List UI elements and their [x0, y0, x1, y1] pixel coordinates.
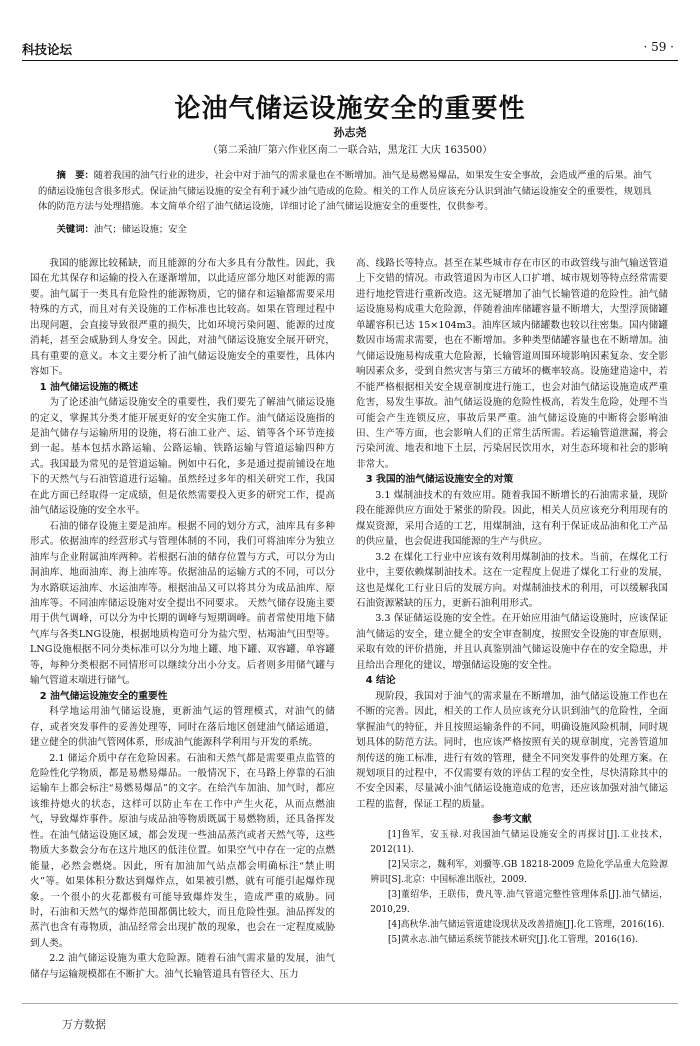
header-rule	[22, 60, 678, 61]
author-affiliation: （第二采油厂第六作业区南二一联合站，黑龙江 大庆 163500）	[207, 145, 493, 156]
article-title: 论油气储运设施安全的重要性	[174, 94, 526, 124]
source-watermark: 万方数据	[62, 1018, 106, 1031]
right-column	[356, 256, 668, 948]
section-heading: 3 我国的油气储运设施安全的对策	[365, 474, 514, 486]
body-paragraph: 高、线路长等特点。甚至在某些城市存在市区的市政管线与油气输送管道上下交错的情况。市政管道因为市区人口扩增、城市规划等特点经常需要进行地挖管进行重新改造。这无疑增加了油气长输管道的危险性。油气储运设施易构成重大危险源，伴随着油库储罐容量不断增大，大型浮顶储罐单罐容积已达 15×104m3。油库区域内储罐数也较以往密集。国内储罐数因市场需求需要，也在不断增加。多种类型储罐容量也在不断增加。油气储运设施易构成重大危险源，长输管道周围环境影响因素复杂、安全影响因素众多，受到自然灾害与第三方破坏的概率较高。设施建造途中，若不能严格根据相关安全规章制度进行施工，也会对油气储运设施造成严重危害，易发生事故。油气储运设施的危险性极高，若发生危险，处理不当可能会产生连锁反应，事故后果严重。油气储运设施的中断将会影响油田、生产等方面，也会影响人们的正常生活所需。若运输管道泄漏，将会污染河流、地表和地下土层，污染居民饮用水，对生态环境和社会的影响非常大。	[356, 258, 668, 470]
body-paragraph: 我国的能源比较稀缺，而且能源的分布大多具有分散性。因此，我国在尤其保存和运输的投入在逐渐增加，以此适应部分地区对能源的需要。油气属于一类具有危险性的能源物质，它的储存和运输都需要采用特殊的方式，而且对有关设施的工作标准也比较高。如果在管理过程中出现问题，会直接导致很严重的损失，比如环境污染问题、能源的过度消耗，甚至会威胁到人身安全。因此，对油气储运设施安全展开研究，具有重要的意义。本文主要分析了油气储运设施安全的重要性，具体内容如下。	[30, 258, 335, 378]
author-name: 孙志尧	[333, 126, 367, 139]
keywords-text: 油气；储运设施；安全	[93, 224, 187, 235]
body-paragraph: 3.1 煤制油技术的有效应用。随着我国不断增长的石油需求量，现阶段在能源供应方面处于紧张的阶段。因此，相关人员应该充分利用现有的煤炭资源，采用合适的工艺，用煤制油，这有利于保证成品油和化工产品的供应量，也会促进我国能源的生产与供应。	[356, 489, 668, 548]
body-paragraph: 为了论述油气储运设施安全的重要性，我们要先了解油气储运设施的定义，掌握其分类才能开展更好的安全实施工作。油气储运设施指的是油气储存与运输所用的设施，将石油工业产、运、销等各个环节连接到一起。基本包括水路运输、公路运输、铁路运输与管道运输四种方式。我国最为常见的是管道运输。例如中石化，多是通过提前铺设在地下的天然气与石油管道进行运输。虽然经过多年的相关研究工作，我国在此方面已经取得一定成绩，但是依然需要投入更多的研究工作，提高油气储运设施的安全水平。	[30, 397, 335, 517]
reference-item: [4]高秋华.油气储运管道建设现状及改善措施[J].化工管理，2016(16).	[388, 920, 665, 931]
body-paragraph: 2.1 储运介质中存在危险因素。石油和天然气都是需要重点监管的危险性化学物质，都是易燃易爆品。一般情况下，在马路上停靠的石油运输车上都会标注“易燃易爆品”的文字。在给汽车加油、加气时，都应该维持熄火的状态，这样可以防止车在工作中产生火花，从而点燃油气，导致爆炸事件。原油与成品油等物质既属于易燃物质，还具备挥发性。在油气储运设施区域，都会发现一些油品蒸汽或者天然气等，这些物质大多数会分布在这片地区的低洼位置。如果空气中存在一定的点燃能量，必然会燃烧。因此，所有加油加气站点都会明确标注“禁止明火”等。如果体积分数达到爆炸点，如果被引燃，就有可能引起爆炸现象。一个很小的火花都极有可能导致爆炸发生，造成严重的威胁。同时，石油和天然气的爆炸范围都偶比较大，而且危险性强。油品挥发的蒸汽也含有毒物质，油品经常会出现扩散的现象，也会在一定程度威胁到人类。	[30, 752, 335, 949]
running-header	[22, 40, 678, 58]
left-column	[30, 256, 335, 982]
reference-item: [2]吴宗之，魏利军，刘骥等.GB 18218-2009 危险化学品重大危险源辨识[S].北京：中国标准出版社，2009.	[370, 860, 668, 886]
reference-item: [5]黄永志.油气储运系统节能技术研究[J].化工管理，2016(16).	[388, 935, 638, 946]
section-heading: 2 油气储运设施安全的重要性	[39, 690, 168, 702]
section-heading: 4 结论	[365, 675, 396, 687]
footer-rule	[22, 1003, 678, 1004]
reference-item: [1]鲁军，安玉禄.对我国油气储运设施安全的再探讨[J].工业技术，2012(11).	[370, 830, 668, 856]
references-heading: 参考文献	[492, 814, 532, 826]
keywords	[38, 222, 658, 237]
body-paragraph: 石油的储存设施主要是油库。根据不同的划分方式，油库具有多种形式。依据油库的经营形式与管理体制的不同，我们可将油库分为独立油库与企业附属油库两种。若根据石油的储存位置与方式，可以分为山洞油库、地面油库、海上油库等。依据油品的运输方式的不同，可以分为水路联运油库、水运油库等。根据油品又可以将其分为成品油库、原油库等。不同油库储运设施对安全提出不同要求。 天然气储存设施主要用于供气调峰，可以分为中长期的调峰与短期调峰。前者常使用地下储气库与各类LNG设施，根据地质构造可分为盐穴型、枯竭油气田型等。LNG设施根据不同分类标准可以分为地上罐、地下罐、双容罐、单容罐等，每种分类根据不同情形可以继续分出小分支。后者则多用储气罐与输气管道末端进行储气。	[30, 520, 335, 687]
body-paragraph: 现阶段，我国对于油气的需求量在不断增加，油气储运设施工作也在不断的完善。因此，相关的工作人员应该充分认识到油气的危险性，全面掌握油气的特征，并且按照运输条件的不同，明确设施风险机制，同时规划具体的防范方法。同时，也应该严格按照有关的规章制度，完善管道加剂传送的施工标准，进行有效的管理，健全不同突发事件的处理方案。在规划项目的过程中，不仅需要有效的评估工程的安全性，尽快清除其中的不安全因素，尽量减小油气储运设施造成的危害，还应该加强对油气储运工程的监督，保证工程的质量。	[356, 690, 668, 810]
body-paragraph: 3.3 保证储运设施的安全性。在开始应用油气储运设施时，应该保证油气储运的安全，建立健全的安全审查制度，按照安全设施的审查原则，采取有效的评价措施，并且认真鉴别油气储运设施中存在的安全隐患，并且给出合理化的建议，增强储运设施的安全性。	[356, 613, 668, 671]
section-heading: 1 油气储运设施的概述	[39, 381, 139, 393]
abstract-label: 摘 要：	[56, 170, 94, 181]
keywords-label: 关键词：	[56, 224, 94, 235]
abstract-text: 随着我国的油气行业的进步，社会中对于油气的需求量也在不断增加。油气是易燃易爆品，如果发生安全事故，会造成严重的后果。油气的储运设施包含很多形式。保证油气储运设施的安全有利于减少油气造成的危险。相关的工作人员应该充分认识到油气储运设施安全的重要性，规划具体的防范方法与处理措施。本文简单介绍了油气储运设施，详细讨论了油气储运设施安全的重要性，仅供参考。	[38, 170, 652, 212]
page-number: · 59 ·	[643, 40, 674, 54]
section-label: 科技论坛	[22, 42, 73, 57]
body-paragraph: 2.2 油气储运设施为重大危险源。随着石油气需求量的发展，油气储存与运输规模都在不断扩大。油气长输管道具有管径大、压力	[30, 953, 335, 980]
body-paragraph: 科学地运用油气储运设施，更新油气运的管理模式，对油气的储存，或者突发事件的妥善处理等，同时在落后地区创建油气储运通道，建立健全的供油气管网体系，形成油气能源科学利用与开发的系统。	[30, 706, 335, 749]
body-paragraph: 3.2 在煤化工行业中应该有效利用煤制油的技术。当前，在煤化工行业中，主要依赖煤制油技术。这在一定程度上促进了煤化工行业的发展，这也是煤化工行业日后的发展方向。对煤制油技术的利用，可以缓解我国石油资源紧缺的压力，更新石油利用形式。	[356, 551, 668, 609]
abstract	[38, 168, 658, 215]
reference-item: [3]董绍华，王联伟，费凡等.油气管道完整性管理体系[J].油气储运，2010,29.	[370, 890, 668, 916]
